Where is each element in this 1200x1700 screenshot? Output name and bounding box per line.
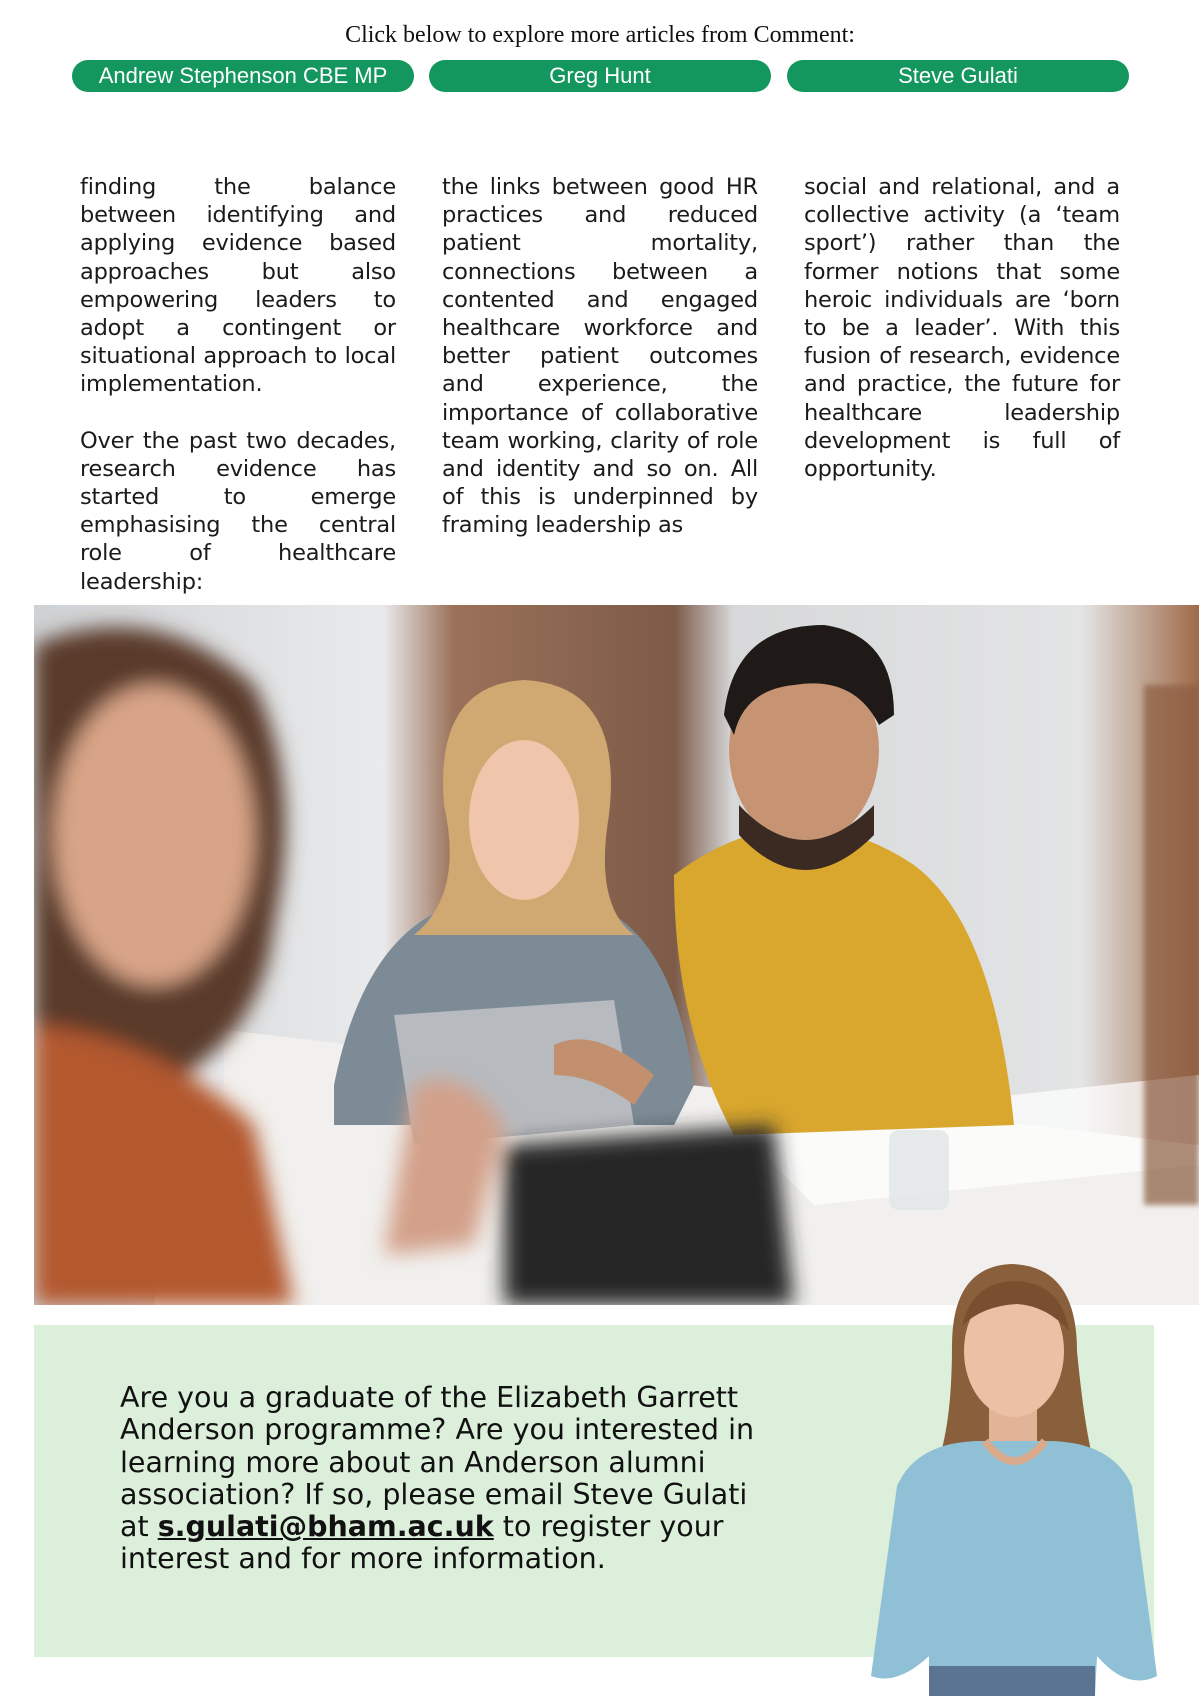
article-column-1 bbox=[80, 173, 396, 624]
article-paragraph: Over the past two decades, research evidence has started to emerge emphasising the central role of healthcare leadership: bbox=[80, 427, 396, 595]
article-paragraph: social and relational, and a collective activity (a ‘team sport’) rather than the former notions that some heroic individuals are ‘born to be a leader’. With this fusion of research, evidence and practice, the future for healthcare leadership development is full of opportunity. bbox=[804, 174, 1120, 483]
promo-text-intro: Are you a graduate of the Elizabeth Garrett Anderson programme? Are you interested in learning more about an Anderson alumni association? If so, please email Steve Gulati at bbox=[120, 1381, 755, 1544]
article-column-3 bbox=[804, 173, 1120, 511]
promo-text-outro: to register your interest and for more information. bbox=[120, 1510, 724, 1576]
article-paragraph: the links between good HR practices and reduced patient mortality, connections between a contented and engaged healthcare workforce and better patient outcomes and experience, the importance of collaborative team working, clarity of role and identity and so on. All of this is underpinned by framing leadership as bbox=[442, 174, 758, 539]
article-nav bbox=[72, 60, 1129, 92]
article-column-2 bbox=[442, 173, 758, 568]
contact-email-link[interactable]: s.gulati@bham.ac.uk bbox=[157, 1510, 494, 1544]
nav-button-andrew-stephenson[interactable]: Andrew Stephenson CBE MP bbox=[72, 60, 414, 92]
student-portrait-photo bbox=[857, 1256, 1169, 1696]
nav-button-greg-hunt[interactable]: Greg Hunt bbox=[429, 60, 771, 92]
article-paragraph: finding the balance between identifying and applying evidence based approaches but also empowering leaders to adopt a contingent or situational approach to local implementation. bbox=[80, 174, 396, 398]
nav-button-steve-gulati[interactable]: Steve Gulati bbox=[787, 60, 1129, 92]
promo-message bbox=[120, 1382, 760, 1576]
nav-caption: Click below to explore more articles from Comment: bbox=[345, 22, 855, 48]
team-meeting-photo bbox=[34, 605, 1199, 1305]
